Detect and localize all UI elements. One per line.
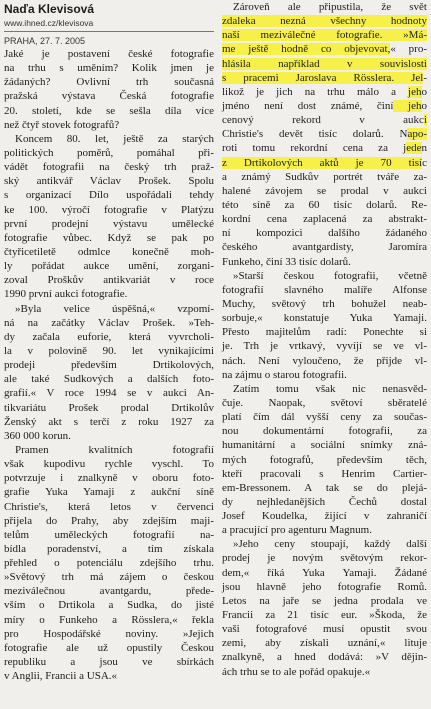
author-name: Naďa Klevisová (4, 2, 95, 16)
text-line: zdaleka nezná všechny hodnoty (222, 15, 427, 28)
text-line: Christie's, která letos v červenci (4, 500, 214, 513)
text-line: Josef Koudelka, žijící v zahraničí (222, 510, 427, 523)
text-line: Funkeho, činí 33 tisíc dolarů. (222, 255, 351, 268)
text-line: Zároveň ale připustila, že svět (233, 1, 427, 13)
text-line: jsou hlavně jeho fotografie Romů. (222, 580, 427, 593)
text-line: sorbuje,« konstatuje Yuka Yamaji. (222, 312, 427, 325)
text-line: českého avantgardisty, Jaromíra (222, 241, 427, 254)
text-line: zoval Proškův antikvariát v roce (4, 274, 214, 287)
text-line: míry o Funkeho a Rösslera,« řekla (4, 613, 214, 626)
header-divider (4, 31, 214, 32)
text-line: Muchy, světový trh bohužel neab- (222, 297, 427, 310)
text-line: zemi, aby získali uznání,« lituje (222, 637, 427, 650)
text-line: vším o Drtikola a Sudka, do jisté (4, 599, 214, 612)
text-line: roti tomu rekordní cena za jeden (222, 142, 427, 155)
text-line: a pracující pro agenturu Magnum. (222, 524, 372, 537)
text-line: mých fotografů, především těch, (222, 453, 427, 466)
text-line: přehled o potenciálu zdejšího trhu. (4, 557, 214, 570)
article-right-column (222, 0, 427, 679)
text-line: grafií.« V roce 1994 se v aukci An- (4, 387, 214, 400)
text-line: fotografií slavného malíře Alfonse (222, 283, 427, 296)
text-line: v Anglii, Francii a USA.« (4, 670, 118, 683)
text-line: vádět fotografii na český trh praž- (4, 161, 214, 174)
text-line: naší meziválečné fotografie. »Má- (222, 29, 427, 42)
text-line: ke 100. výročí fotografie v Platýzu (4, 203, 214, 216)
text-line: však kupodivu rychle vyschl. To (4, 458, 214, 471)
text-line: hlásila například v souvislosti (222, 57, 427, 70)
text-line: humanitární a sociální snímky zná- (222, 439, 427, 452)
right-text-lines (222, 0, 427, 679)
text-line: ní kompozici dalšího žádaného (222, 227, 427, 240)
text-line: 360 000 korun. (4, 429, 71, 442)
text-line: »Byla velice úspěšná,« vzpomí- (15, 302, 214, 315)
text-line: meziválečnou avantgardu, přede- (4, 585, 214, 598)
text-line: první prodejní výstavu umělecké (4, 217, 214, 230)
text-line: pražská výstava Česká fotografie (4, 90, 214, 103)
text-line: žádaných? Ovlivní trh současná (4, 76, 214, 89)
text-line: Koncem 80. let, ještě za starých (15, 132, 214, 145)
text-line: dy začala euforie, která vyvrcholi- (4, 330, 214, 343)
text-line: nou dokumentární fotografii, za (222, 425, 427, 438)
article-left-column (4, 0, 214, 683)
text-line: na zájmu o starou fotografii. (222, 368, 347, 381)
text-line: na trhu s uměním? Kolik jmen je (4, 62, 214, 75)
text-line: je. Trh je vrtkavý, vyvíjí se ve vl- (222, 340, 427, 353)
text-line: s organizací Dílo uspořádali tehdy (4, 189, 214, 202)
text-line: kteří pracovali s Henrim Cartier- (222, 467, 427, 480)
text-line: republiku a jsou ve sbírkách (4, 656, 214, 669)
text-line: Francii za 21 tisíc eur. »Škoda, že (222, 609, 427, 622)
left-text-lines (4, 47, 214, 683)
text-line: Pramen kvalitních fotografií (15, 443, 214, 456)
text-line: vaši fotografové musí opustit svou (222, 623, 427, 636)
dateline: PRAHA, 27. 7. 2005 (4, 36, 86, 46)
text-line: Christie's devět tisíc dolarů. Napo- (222, 128, 427, 141)
text-line: prodej je novým světovým rekor- (222, 552, 427, 565)
text-line: »Světový trh má zájem o českou (4, 571, 214, 584)
text-line: platí čím dál vyšší ceny za součas- (222, 411, 427, 424)
text-line: Přesto majitelům radí: Ponechte si (222, 326, 427, 339)
text-line: »Starší českou fotografii, včetně (233, 269, 427, 282)
text-line: ský antikvář Václav Prošek. Spolu (4, 175, 214, 188)
text-line: grafie Yuka Yamaji z aukční síně (4, 486, 214, 499)
text-line: 20. století, kde se sešla díla více (4, 104, 214, 117)
author-url: www.ihned.cz/klevisova (4, 18, 94, 28)
text-line: čuje. Naopak, světoví sběratelé (222, 396, 427, 409)
text-line: politických poměrů, pomáhal při- (4, 146, 214, 159)
text-line: tikvariátu Prošek prodal Drtikolův (4, 401, 214, 414)
text-line: s pracemi Jaroslava Rösslera. Jel- (222, 71, 427, 84)
text-line: jméno není dost známé, činí jeho (222, 99, 427, 112)
text-line: znalkyně, a hned dodává: »V dějin- (222, 651, 427, 664)
text-line: Ženský akt s terčí z roku 1927 za (4, 415, 214, 428)
text-line: ale také Sudkových a dalších foto- (4, 373, 214, 386)
text-line: Letos na jaře se jedna prodala ve (222, 594, 427, 607)
text-line: dem,« říká Yuka Yamaji. Žádané (222, 566, 427, 579)
text-line: Jaké je postavení české fotografie (4, 48, 214, 60)
text-line: »Jeho ceny stoupají, každý další (233, 538, 427, 551)
text-line: me ještě hodně co objevovat,« pro- (222, 43, 427, 56)
text-line: pro Hospodářské noviny. »Jejich (4, 627, 214, 640)
text-line: čtyřicetiletě odmlce konečně moh- (4, 245, 214, 258)
text-line: této síně za 60 tisíc dolarů. Re- (222, 198, 427, 211)
text-line: nách. Není vyloučeno, že přijde vl- (222, 354, 427, 367)
text-line: potvrzuje i znalkyně v oboru foto- (4, 472, 214, 485)
text-line: z Drtikolových aktů je 70 tisíc (222, 156, 427, 169)
text-line: em-Bressonem. A tak se do plejá- (222, 481, 427, 494)
text-line: halené závojem se prodal v aukci (222, 184, 427, 197)
text-line: likož je jich na trhu málo a jeho (222, 85, 427, 98)
text-line: bídla poradenství, a tím získala (4, 542, 214, 555)
text-line: telům uměleckých fotografií na- (4, 528, 214, 541)
text-line: Zatím tomu však nic nenasvěd- (233, 382, 427, 395)
text-line: la v polovině 90. let vynikajícími (4, 344, 214, 357)
text-line: kordní cena zaplacená za abstrakt- (222, 213, 427, 226)
text-line: fotografie ale už opustily Českou (4, 641, 214, 654)
text-line: fotografie vůbec. Když se pak po (4, 231, 214, 244)
text-line: ách trhu se to ale pořád opakuje.« (222, 665, 371, 678)
text-line: a známý Sudkův portrét tváře za- (222, 170, 427, 183)
text-line: ly pořádat aukce umění, zorgani- (4, 260, 214, 273)
text-line: dy nejhledanějších Čechů dostal (222, 495, 427, 508)
text-line: přijela do Prahy, aby zdejším maji- (4, 514, 214, 527)
text-line: než čtyř stovek fotografů? (4, 118, 120, 131)
text-line: ná na začátky Václav Prošek. »Teh- (4, 316, 214, 329)
text-line: 1990 první aukci fotografie. (4, 288, 128, 301)
text-line: cenový rekord v aukci (222, 114, 427, 127)
text-line: prodeji především Drtikolových, (4, 359, 214, 372)
